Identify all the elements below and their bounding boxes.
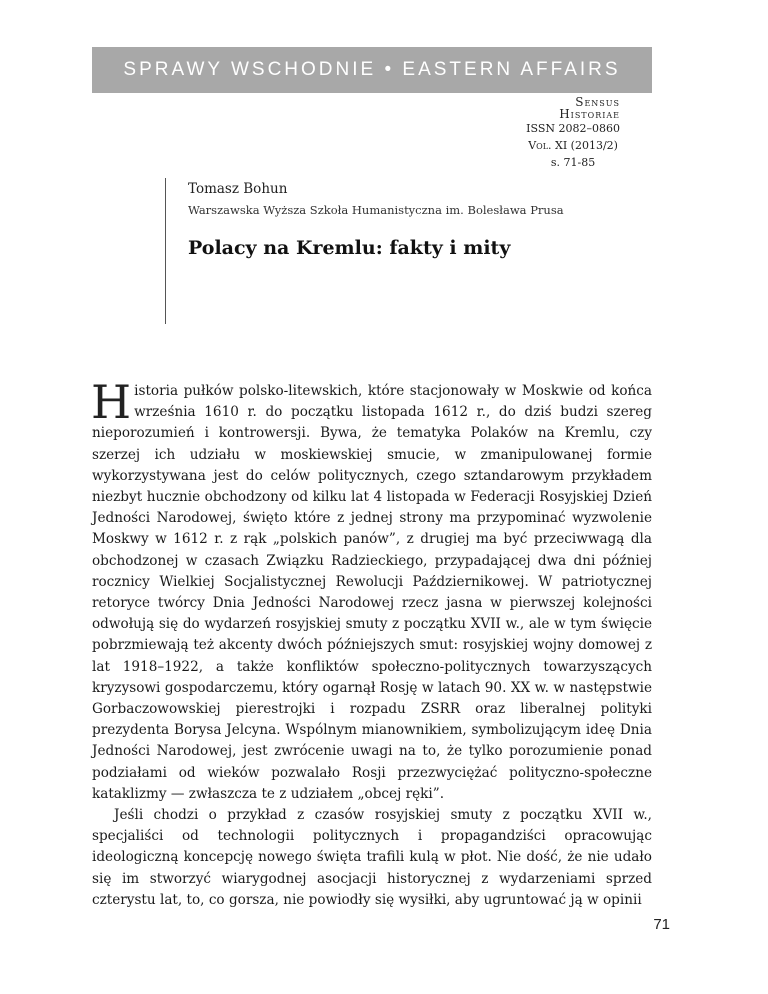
affiliation: Warszawska Wyższa Szkoła Humanistyczna im. Bolesława Prusa [188, 203, 564, 217]
drop-cap: H [91, 375, 132, 429]
section-banner [92, 47, 652, 93]
volume: Vol. XI (2013/2) [528, 138, 618, 152]
journal-name-line1: Sensus [575, 95, 620, 109]
page-number: 71 [653, 916, 670, 933]
journal-name-line2: Historiae [559, 107, 620, 121]
journal-name [526, 96, 620, 120]
paragraph-1 [91, 375, 652, 805]
journal-info [526, 96, 620, 171]
paragraph-2: Jeśli chodzi o przykład z czasów rosyjskiej smuty z początku XVII w., specjaliści od technologii politycznych i propagandziści opracowując ideologiczną koncepcję nowego święta trafili kulą w płot. Nie dość, że nie udało się im stworzyć wiarygodnej asocjacji historycznej z wydarzeniami sprzed czterystu lat, to, co gorsza, nie powiodły się wysiłki, aby ugruntować ją w opinii [92, 807, 652, 908]
article-body [91, 375, 652, 911]
vertical-rule [165, 178, 166, 324]
issn: ISSN 2082–0860 [526, 122, 620, 135]
section-banner-text: SPRAWY WSCHODNIE • EASTERN AFFAIRS [123, 59, 621, 80]
journal-meta [526, 120, 620, 171]
paragraph-1-text: istoria pułków polsko-litewskich, które stacjonowały w Moskwie od końca września 1610 r. do początku listopada 1612 r., do dziś budzi szereg nieporozumień i kontrowersji. Bywa, że tematyka Polaków na Kremlu, czy szerzej ich udziału w moskiewskiej smucie, w zmanipulowanej formie wykorzystywana jest do celów politycznych, czego sztandarowym przykładem niezbyt hucznie obchodzony od kilku lat 4 listopada w Federacji Rosyjskiej Dzień Jedności Narodowej, święto które z jednej strony ma przypominać wyzwolenie Moskwy w 1612 r. z rąk „polskich panów”, z drugiej ma być przeciwwagą dla obchodzonej w czasach Związku Radzieckiego, przypadającej dwa dni później rocznicy Wielkiej Socjalistycznej Rewolucji Październikowej. W patriotycznej retoryce twórcy Dnia Jedności Narodowej rzecz jasna w pierwszej kolejności odwołują się do wydarzeń rosyjskiej smuty z początku XVII w., ale w tym święcie pobrzmiewają też akcenty dwóch późniejszych smut: rosyjskiej wojny domowej z lat 1918–1922, a także konfliktów społeczno-politycznych towarzyszących kryzysowi gospodarczemu, który ogarnął Rosję w latach 90. XX w. w następstwie Gorbaczowowskiej pierestrojki i rozpadu ZSRR oraz liberalnej polityki prezydenta Borysa Jelcyna. Wspólnym mianownikiem, symbolizującym ideę Dnia Jedności Narodowej, jest zwrócenie uwagi na to, że tylko porozumienie ponad podziałami od wieków pozwalało Rosji przezwyciężać polityczno-społeczne kataklizmy — zwłaszcza te z udziałem „obcej ręki”. [92, 383, 652, 802]
article-title: Polacy na Kremlu: fakty i mity [188, 237, 511, 259]
author: Tomasz Bohun [188, 181, 288, 197]
pages: s. 71-85 [550, 155, 596, 169]
